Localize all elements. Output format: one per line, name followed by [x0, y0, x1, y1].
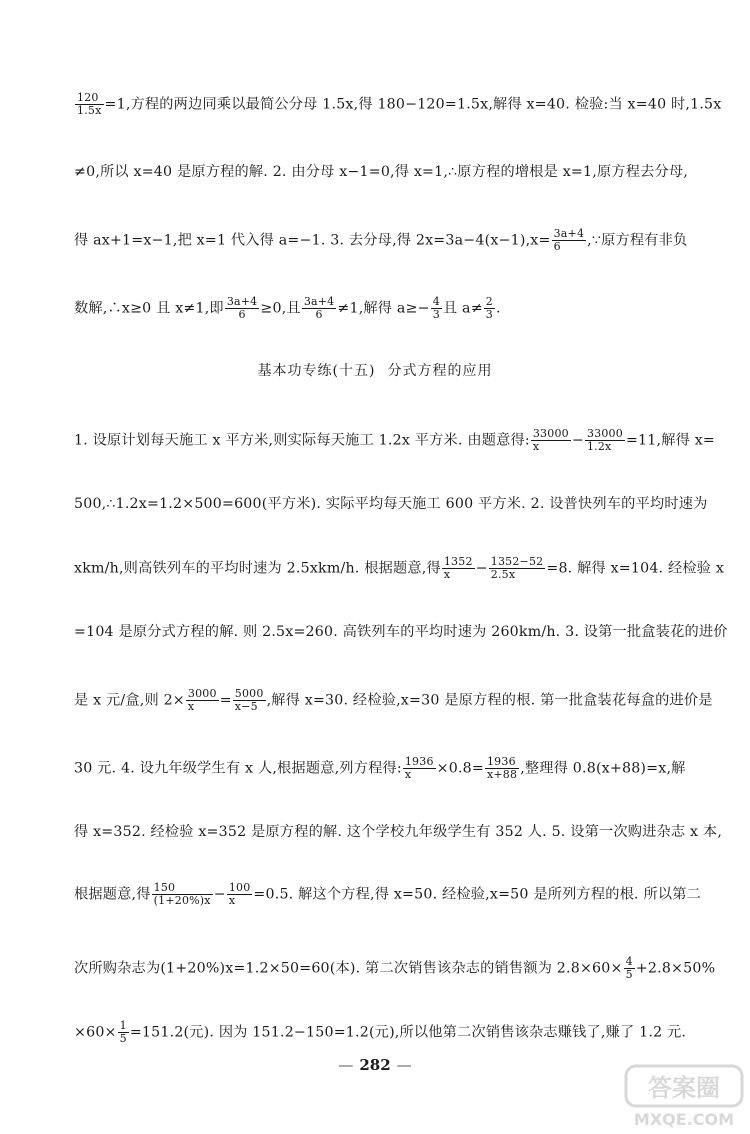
text-segment: ≥0,且 — [260, 300, 301, 317]
text-line — [74, 881, 702, 907]
fraction-denominator: (1+20%)x — [153, 894, 211, 907]
fraction-numerator: 3a+4 — [303, 295, 335, 308]
fraction-denominator: x — [187, 700, 195, 713]
fraction-numerator: 3000 — [187, 687, 217, 700]
fraction-numerator: 33000 — [532, 427, 569, 440]
fraction-numerator: 150 — [152, 882, 213, 895]
fraction-denominator: 3 — [485, 308, 493, 321]
fraction — [227, 882, 253, 907]
fraction — [225, 296, 260, 321]
fraction — [75, 92, 104, 117]
fraction-numerator: 1352 — [443, 555, 473, 568]
text-line: =104 是原分式方程的解. 则 2.5x=260. 高铁列车的平均时速为 260km/h. 3. 设第一批盒装花的进价 — [74, 624, 728, 640]
fraction-denominator: x+88 — [486, 768, 518, 781]
fraction — [118, 1020, 129, 1045]
fraction-numerator: 3a+4 — [226, 295, 258, 308]
fraction-denominator: 1.2x — [586, 440, 612, 453]
text-segment: = — [219, 692, 232, 709]
text-segment: 且 a≠ — [442, 300, 483, 317]
text-segment: 数解,∴x≥0 且 x≠1,即 — [74, 300, 224, 317]
fraction — [485, 756, 519, 781]
fraction-numerator: 4 — [625, 955, 633, 968]
fraction-denominator: x — [404, 768, 412, 781]
fraction-denominator: x — [532, 440, 540, 453]
text-segment: xkm/h,则高铁列车的平均时速为 2.5xkm/h. 根据题意,得 — [74, 560, 441, 577]
text-segment: +2.8×50% — [635, 960, 716, 977]
fraction — [302, 296, 337, 321]
text-segment: ,解得 x=30. 经检验,x=30 是原方程的根. 第一批盒装花每盒的进价是 — [266, 692, 713, 709]
fraction — [585, 428, 625, 453]
fraction — [186, 688, 219, 713]
text-segment: ,整理得 0.8(x+88)=x,解 — [520, 760, 686, 777]
fraction-numerator: 2 — [485, 295, 493, 308]
fraction-denominator: 5 — [625, 968, 633, 981]
fraction-denominator: 6 — [553, 240, 561, 253]
text-line: 500,∴1.2x=1.2×500=600(平方米). 实际平均每天施工 600 平方米. 2. 设普快列车的平均时速为 — [74, 496, 708, 512]
fraction — [531, 428, 571, 453]
fraction — [442, 556, 475, 581]
fraction-numerator: 100 — [228, 881, 251, 894]
fraction — [233, 688, 266, 713]
watermark-logo — [624, 1064, 744, 1130]
text-segment: =1,方程的两边同乘以最简公分母 1.5x,得 180−120=1.5x,解得 x=40. 检验:当 x=40 时,1.5x — [104, 96, 722, 113]
fraction-denominator: 2.5x — [490, 568, 516, 581]
text-segment: 30 元. 4. 设九年级学生有 x 人,根据题意,列方程得: — [74, 760, 402, 777]
fraction-denominator: x — [443, 568, 451, 581]
fraction-numerator: 4 — [432, 295, 440, 308]
text-line — [74, 687, 713, 713]
fraction — [152, 882, 213, 907]
text-line — [74, 756, 684, 781]
fraction-denominator: x−5 — [234, 700, 258, 713]
section-heading-title: 基本功专练(十五) — [257, 363, 376, 379]
text-segment: ≠1,解得 a≥− — [337, 300, 430, 317]
text-segment: =8. 解得 x=104. 经检验 x — [546, 560, 725, 577]
fraction — [484, 296, 495, 321]
text-segment: =0.5. 解这个方程,得 x=50. 经检验,x=50 是所列方程的根. 所以第二 — [253, 886, 702, 903]
text-segment: =151.2(元). 因为 151.2−150=1.2(元),所以他第二次销售该杂志赚钱了,赚了 1.2 元. — [129, 1024, 687, 1041]
watermark-bottom-text: MXQE.COM — [633, 1110, 735, 1129]
text-line — [74, 427, 715, 453]
fraction-numerator: 120 — [75, 92, 104, 105]
text-segment: 根据题意,得 — [74, 886, 151, 903]
text-segment: ×60× — [74, 1024, 117, 1041]
fraction-numerator: 1352−52 — [490, 555, 544, 568]
fraction — [431, 296, 442, 321]
text-segment: . — [495, 300, 501, 317]
footer-dash-left: — — [338, 1056, 354, 1074]
text-line — [74, 955, 716, 981]
text-segment: − — [213, 886, 226, 903]
fraction-denominator: 6 — [315, 308, 323, 321]
fraction — [489, 556, 546, 581]
fraction-numerator: 33000 — [586, 427, 623, 440]
text-line: ≠0,所以 x=40 是原方程的解. 2. 由分母 x−1=0,得 x=1,∴原方程的增根是 x=1,原方程去分母, — [74, 164, 688, 180]
fraction-denominator: x — [228, 894, 236, 907]
text-line — [74, 296, 684, 321]
fraction-denominator: 1.5x — [77, 104, 102, 117]
fraction-denominator: 3 — [432, 308, 440, 321]
text-segment: ,∵原方程有非负 — [587, 232, 688, 249]
fraction-denominator: 5 — [119, 1032, 127, 1045]
fraction — [552, 228, 587, 253]
text-line — [74, 1019, 687, 1045]
page-number: 282 — [359, 1056, 391, 1074]
fraction — [624, 956, 635, 981]
text-segment: 次所购杂志为(1+20%)x=1.2×50=60(本). 第二次销售该杂志的销售额为 2.8×60× — [74, 960, 623, 977]
text-segment: ×0.8= — [436, 760, 484, 777]
fraction — [403, 756, 436, 781]
text-segment: − — [571, 432, 584, 449]
text-line — [74, 555, 725, 581]
footer-dash-right: — — [396, 1056, 412, 1074]
text-segment: − — [475, 560, 488, 577]
fraction-numerator: 3a+4 — [553, 227, 585, 240]
text-segment: 1. 设原计划每天施工 x 平方米,则实际每天施工 1.2x 平方米. 由题意得: — [74, 432, 530, 449]
section-heading — [0, 360, 750, 380]
text-line — [74, 91, 722, 117]
fraction-numerator: 1936 — [485, 756, 519, 769]
text-line — [74, 227, 688, 253]
fraction-numerator: 5000 — [234, 687, 264, 700]
fraction-numerator: 1936 — [404, 755, 434, 768]
fraction-denominator: 6 — [238, 308, 246, 321]
section-heading-subtitle: 分式方程的应用 — [387, 363, 493, 379]
watermark-top-text: 答案圈 — [648, 1074, 720, 1102]
text-line: 得 x=352. 经检验 x=352 是原方程的解. 这个学校九年级学生有 352 人. 5. 设第一次购进杂志 x 本, — [74, 824, 723, 840]
text-segment: 是 x 元/盒,则 2× — [74, 692, 185, 709]
text-segment: 得 ax+1=x−1,把 x=1 代入得 a=−1. 3. 去分母,得 2x=3a−4(x−1),x= — [74, 232, 551, 249]
text-segment: =11,解得 x= — [625, 432, 715, 449]
fraction-numerator: 1 — [119, 1019, 127, 1032]
